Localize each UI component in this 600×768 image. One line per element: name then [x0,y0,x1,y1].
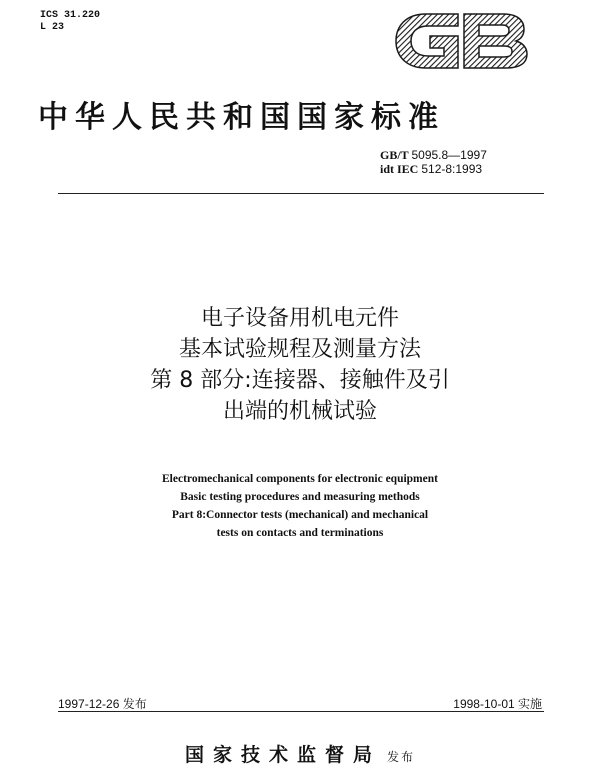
idt-number-line [380,162,487,176]
ics-code: ICS 31.220 [40,10,101,21]
ics-code-block [40,10,100,34]
english-title-line: Part 8:Connector tests (mechanical) and mechanical [171,509,429,521]
standard-number-prefix: GB/T [380,148,409,162]
standard-number-block [380,148,487,176]
gb-logo-b-shape [464,14,527,68]
issue-date: 1997-12-26 发布 [58,697,147,711]
chinese-title-line: 基本试验规程及测量方法 [178,337,421,362]
classification-code: L 23 [40,22,65,33]
chinese-title-line: 第 8 部分:连接器、接触件及引 [150,368,450,393]
chinese-title [0,303,600,427]
standard-number-line [380,148,487,162]
idt-prefix: idt IEC [380,162,419,176]
standard-organization: 中华人民共和国国家标准 [38,100,445,135]
publisher-org: 国家技术监督局 [184,744,381,766]
publisher-action: 发布 [387,750,416,764]
english-title-line: Basic testing procedures and measuring methods [180,491,420,503]
idt-number: 512-8:1993 [421,162,483,176]
english-title [0,470,600,542]
english-title-line: Electromechanical components for electronic equipment [162,473,438,485]
top-divider [58,193,544,194]
gb-logo-g-shape [396,14,458,68]
chinese-title-line: 出端的机械试验 [222,399,377,424]
publisher-line [0,740,600,767]
implementation-date: 1998-10-01 实施 [453,697,542,711]
standard-number: 5095.8—1997 [411,148,487,162]
gb-logo [392,8,532,74]
english-title-line: tests on contacts and terminations [216,527,384,539]
bottom-divider [58,711,544,712]
chinese-title-line: 电子设备用机电元件 [200,306,399,331]
